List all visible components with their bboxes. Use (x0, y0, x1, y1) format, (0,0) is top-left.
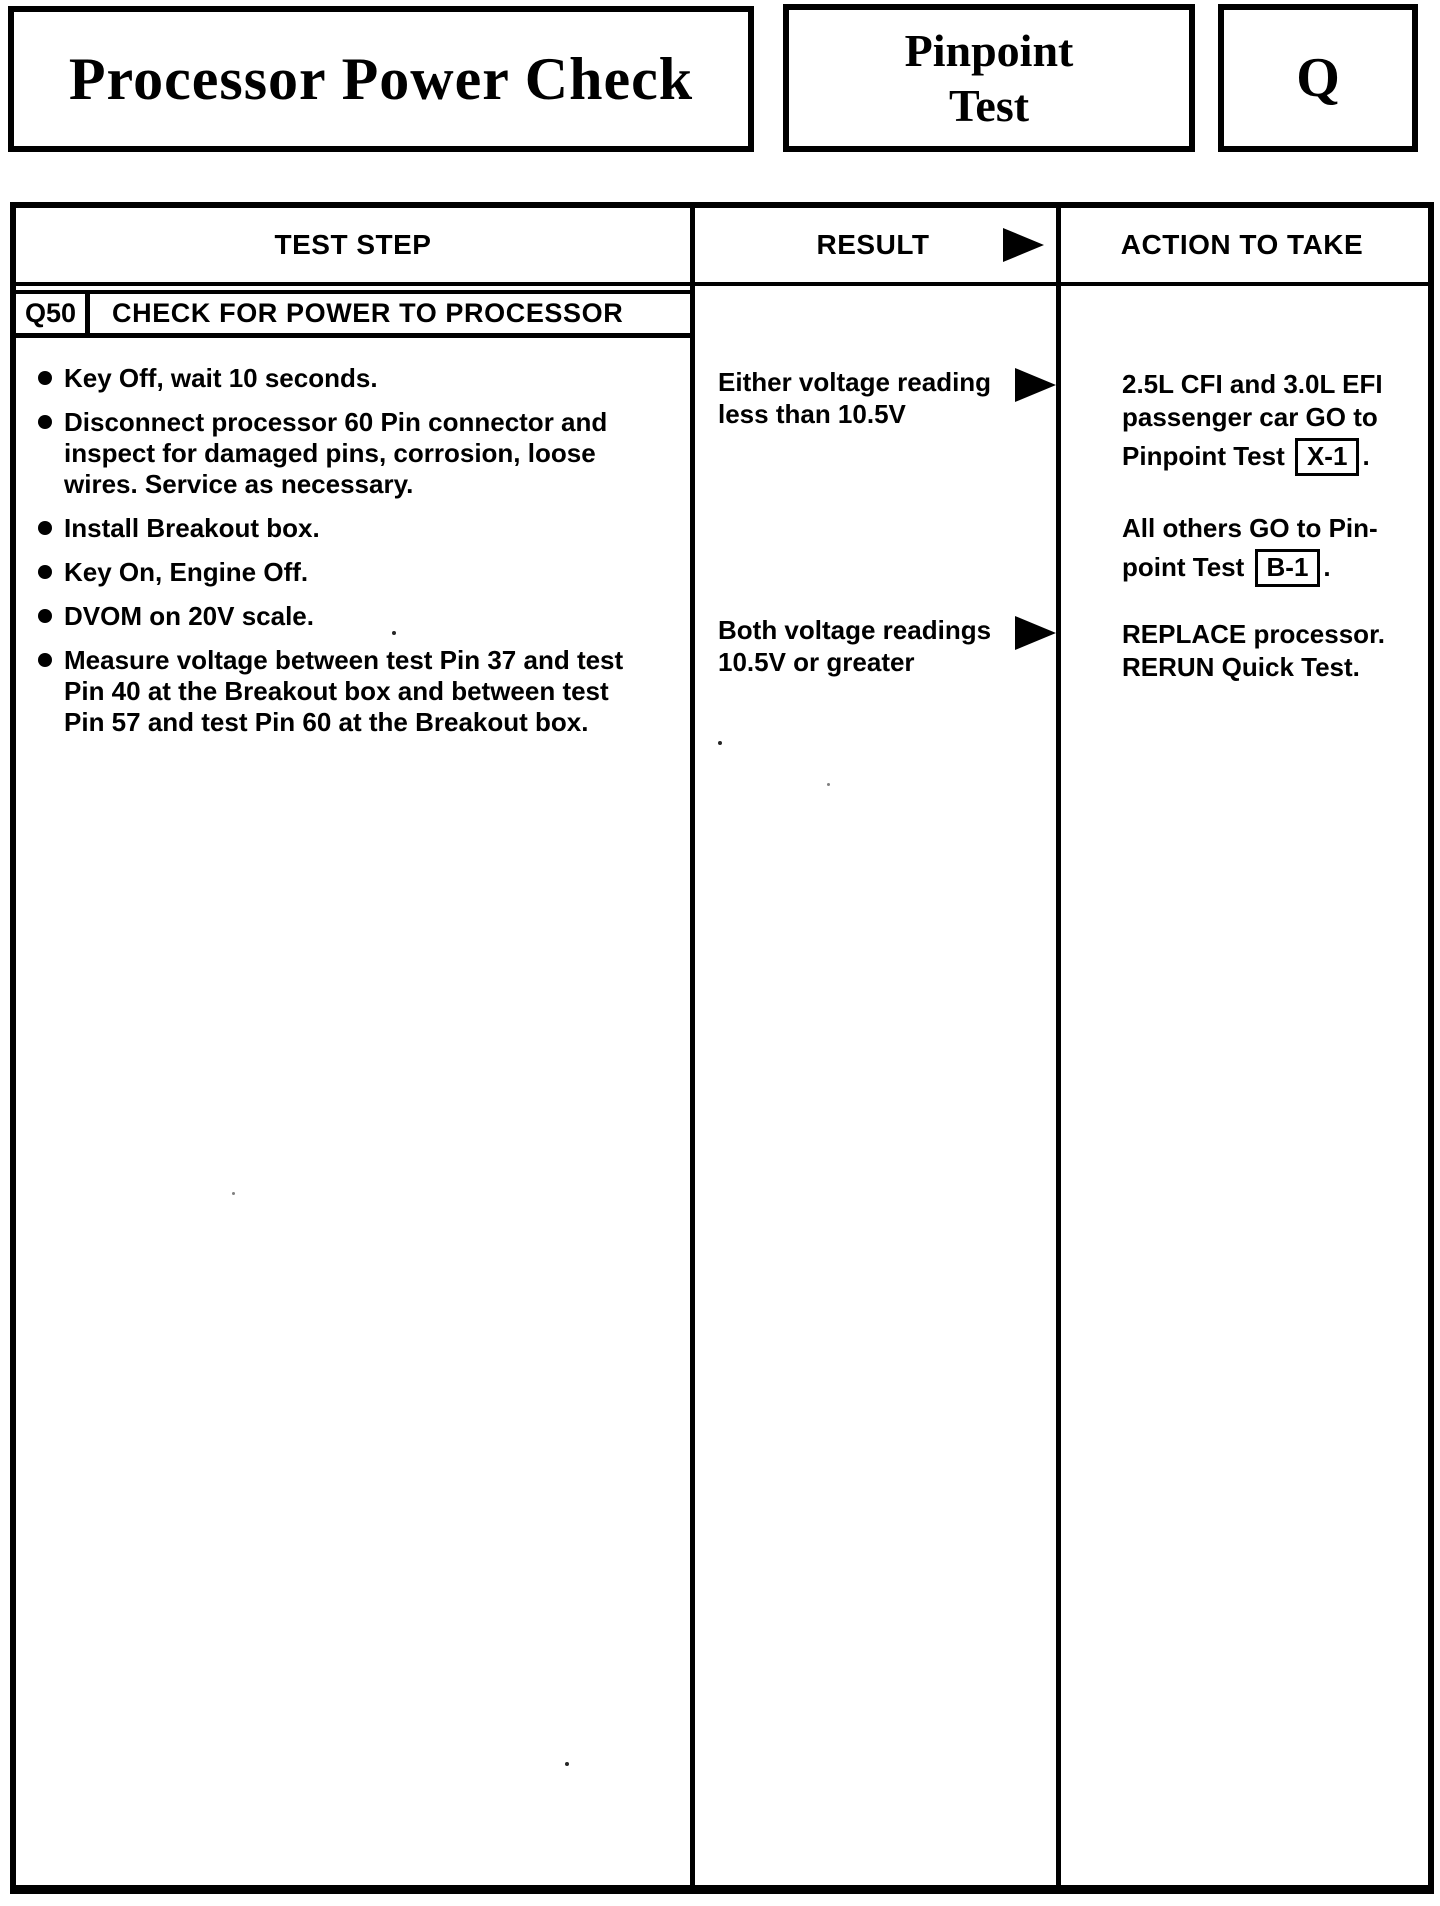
test-letter-box (1218, 4, 1418, 152)
result-arrow-icon (1015, 368, 1056, 402)
test-step-item (38, 645, 688, 738)
text-line: Both voltage readings (718, 615, 992, 645)
result-text-2 (718, 614, 991, 678)
text-line: Key Off, wait 10 seconds. (64, 363, 378, 393)
test-step-text (64, 601, 314, 632)
result-arrow-icon (1015, 616, 1056, 650)
text-segment: RERUN Quick Test. (1122, 652, 1360, 682)
text-line: Either voltage reading (718, 367, 992, 397)
text-line: Install Breakout box. (64, 513, 320, 543)
test-step-id-band (16, 290, 695, 338)
text-line (1122, 618, 1385, 650)
text-line: DVOM on 20V scale. (64, 601, 314, 631)
test-letter: Q (1296, 47, 1340, 109)
scan-speck (565, 1762, 569, 1766)
test-step-text (64, 363, 378, 394)
action-text-1 (1122, 368, 1383, 477)
text-line (1122, 401, 1383, 433)
result-arrow-icon (1003, 228, 1044, 262)
bullet-icon (38, 653, 52, 667)
text-line (1122, 512, 1378, 544)
column-header-test-step: TEST STEP (274, 229, 432, 260)
pinpoint-label-line1: Pinpoint (904, 25, 1074, 76)
bullet-icon (38, 521, 52, 535)
page-title: Processor Power Check (68, 45, 694, 112)
test-step-item (38, 407, 688, 500)
scan-speck (232, 1192, 235, 1195)
bullet-icon (38, 415, 52, 429)
scan-speck (827, 783, 830, 786)
pinpoint-test-table (10, 202, 1434, 1894)
action-text-2 (1122, 512, 1378, 588)
page-title-box (8, 6, 754, 152)
text-line (1122, 438, 1383, 476)
scan-speck (718, 741, 722, 745)
test-step-text (64, 557, 308, 588)
test-step-item (38, 557, 688, 588)
column-divider-2 (1056, 208, 1061, 1885)
text-segment: . (1323, 552, 1331, 582)
test-step-text (64, 513, 320, 544)
test-step-list (38, 363, 688, 751)
result-header-label: RESULT (816, 229, 930, 260)
column-header-result (690, 208, 1056, 282)
action-text-3 (1122, 618, 1385, 684)
bullet-icon (38, 609, 52, 623)
table-header-row (16, 208, 1428, 286)
test-step-item (38, 513, 688, 544)
test-step-text (64, 645, 623, 738)
text-line: inspect for damaged pins, corrosion, loose (64, 438, 596, 468)
text-line: less than 10.5V (718, 399, 906, 429)
text-segment: Pinpoint Test (1122, 441, 1285, 471)
text-line: Pin 57 and test Pin 60 at the Breakout box. (64, 707, 589, 737)
text-line: Measure voltage between test Pin 37 and test (64, 645, 624, 675)
test-step-text (64, 407, 607, 500)
text-segment: REPLACE processor. (1122, 619, 1385, 649)
bullet-icon (38, 371, 52, 385)
text-segment: . (1362, 441, 1370, 471)
step-title: CHECK FOR POWER TO PROCESSOR (112, 298, 624, 328)
pinpoint-test-ref: X-1 (1295, 438, 1359, 476)
text-line: 10.5V or greater (718, 647, 915, 677)
text-line (1122, 549, 1378, 587)
bullet-icon (38, 565, 52, 579)
pinpoint-label-line2: Test (948, 80, 1030, 131)
text-line: Disconnect processor 60 Pin connector and (64, 407, 608, 437)
text-line: Key On, Engine Off. (64, 557, 309, 587)
pinpoint-test-ref: B-1 (1255, 549, 1321, 587)
scan-speck (392, 631, 396, 635)
text-segment: point Test (1122, 552, 1245, 582)
text-segment: All others GO to Pin- (1122, 513, 1378, 543)
text-line (1122, 368, 1383, 400)
text-line: Pin 40 at the Breakout box and between test (64, 676, 609, 706)
result-text-1 (718, 366, 991, 430)
text-line: wires. Service as necessary. (64, 469, 414, 499)
pinpoint-test-box (783, 4, 1195, 152)
text-segment: 2.5L CFI and 3.0L EFI (1122, 369, 1383, 399)
text-segment: passenger car GO to (1122, 402, 1378, 432)
test-step-item (38, 601, 688, 632)
column-divider-1 (690, 208, 695, 1885)
test-step-item (38, 363, 688, 394)
column-header-action: ACTION TO TAKE (1120, 229, 1364, 260)
step-id-badge: Q50 (16, 294, 90, 333)
text-line (1122, 651, 1385, 683)
